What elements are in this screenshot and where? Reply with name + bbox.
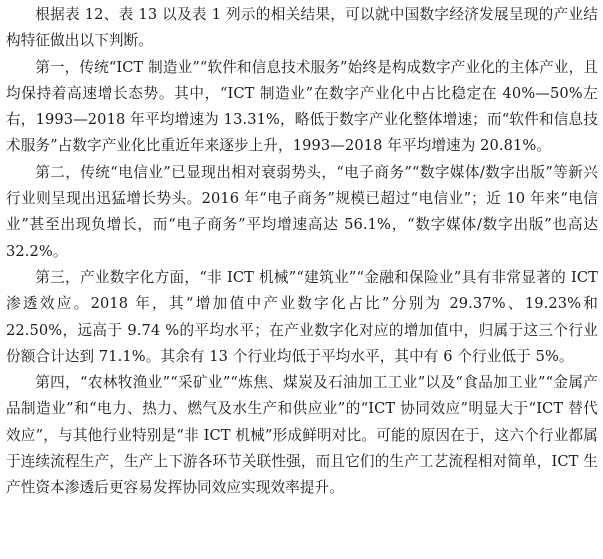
paragraph-second: 第二，传统“电信业”已显现出相对衰弱势头，“电子商务”“数字媒体/数字出版”等新兴行业则呈现出迅猛增长势头。2016 年“电子商务”规模已超过“电信业”；近 10 年来“电信业”甚至出现负增长，而“电子商务”平均增速高达 56.1%，“数字媒体/数字出版”也高达 32.2%。 <box>6 163 598 260</box>
paragraph-fourth: 第四，“农林牧渔业”“采矿业”“炼焦、煤炭及石油加工工业”以及“食品加工业”“金属产品制造业”和“电力、热力、燃气及水生产和供应业”的“ICT 协同效应”明显大于“ICT 替代效应”，与其他行业特别是“非 ICT 机械”形成鲜明对比。可能的原因在于，这六个行业都属于连续流程生产，生产上下游各环节关联性强，而且它们的生产工艺流程相对简单，ICT 生产性资本渗透后更容易发挥协同效应实现效率提升。 <box>6 374 598 497</box>
paragraph-third: 第三，产业数字化方面，“非 ICT 机械”“建筑业”“金融和保险业”具有非常显著的 ICT 渗透效应。2018 年，其“增加值中产业数字化占比”分别为 29.37%、19.23%和 22.50%，远高于 9.74 %的平均水平；在产业数字化对应的增加值中，归属于这三个行业份额合计达到 71.1%。其余有 13 个行业均低于平均水平，其中有 6 个行业低于 5%。 <box>6 268 598 365</box>
document-body <box>6 2 598 502</box>
paragraph-intro: 根据表 12、表 13 以及表 1 列示的相关结果，可以就中国数字经济发展呈现的产业结构特征做出以下判断。 <box>6 6 598 50</box>
paragraph-first: 第一，传统“ICT 制造业”“软件和信息技术服务”始终是构成数字产业化的主体产业，且均保持着高速增长态势。其中，“ICT 制造业”在数字产业化中占比稳定在 40%—50%左右，1993—2018 年平均增速为 13.31%，略低于数字产业化整体增速；而“软件和信息技术服务”占数字产业化比重近年来逐步上升，1993—2018 年平均增速为 20.81%。 <box>6 58 598 155</box>
